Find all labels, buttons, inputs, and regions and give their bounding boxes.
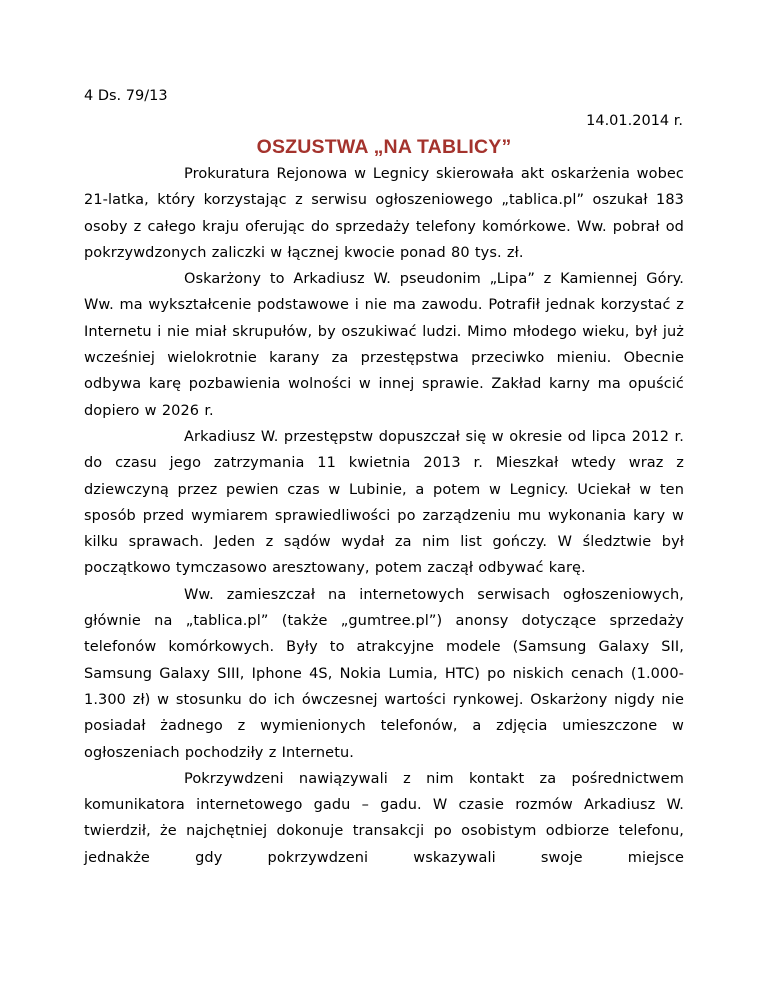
paragraph-3: Arkadiusz W. przestępstw dopuszczał się w okresie od lipca 2012 r. do czasu jego zatrzymania 11 kwietnia 2013 r. Mieszkał wtedy wraz z dziewczyną przez pewien czas w Lubinie, a potem w Legnicy. Uciekał w ten sposób przed wymiarem sprawiedliwości po zarządzeniu mu wykonania kary w kilku sprawach. Jeden z sądów wydał za nim list gończy. W śledztwie był początkowo tymczasowo aresztowany, potem zaczął odbywać karę. [84,428,684,577]
paragraph-1: Prokuratura Rejonowa w Legnicy skierowała akt oskarżenia wobec 21-latka, który korzystając z serwisu ogłoszeniowego „tablica.pl” oszukał 183 osoby z całego kraju oferując do sprzedaży telefony komórkowe. Ww. pobrał od pokrzywdzonych zaliczki w łącznej kwocie ponad 80 tys. zł. [84,166,684,261]
document-body [84,161,684,871]
paragraph-2: Oskarżony to Arkadiusz W. pseudonim „Lipa” z Kamiennej Góry. Ww. ma wykształcenie podstawowe i nie ma zawodu. Potrafił jednak korzystać z Internetu i nie miał skrupułów, by oszukiwać ludzi. Mimo młodego wieku, był już wcześniej wielokrotnie karany za przestępstwa przeciwko mieniu. Obecnie odbywa karę pozbawienia wolności w innej sprawie. Zakład karny ma opuścić dopiero w 2026 r. [84,271,684,419]
paragraph-4: Ww. zamieszczał na internetowych serwisach ogłoszeniowych, głównie na „tablica.pl” (także „gumtree.pl”) anonsy dotyczące sprzedaży telefonów komórkowych. Były to atrakcyjne modele (Samsung Galaxy SII, Samsung Galaxy SIII, Iphone 4S, Nokia Lumia, HTC) po niskich cenach (1.000-1.300 zł) w stosunku do ich ówczesnej wartości rynkowej. Oskarżony nigdy nie posiadał żadnego z wymienionych telefonów, a zdjęcia umieszczone w ogłoszeniach pochodziły z Internetu. [84,586,684,761]
paragraph-5: Pokrzywdzeni nawiązywali z nim kontakt za pośrednictwem komunikatora internetowego gadu – gadu. W czasie rozmów Arkadiusz W. twierdził, że najchętniej dokonuje transakcji po osobistym odbiorze telefonu, jednakże gdy pokrzywdzeni wskazywali swoje miejsce [84,770,684,866]
document-date: 14.01.2014 r. [586,113,683,129]
case-number: 4 Ds. 79/13 [84,88,168,104]
document-title: OSZUSTWA „NA TABLICY” [256,136,512,158]
